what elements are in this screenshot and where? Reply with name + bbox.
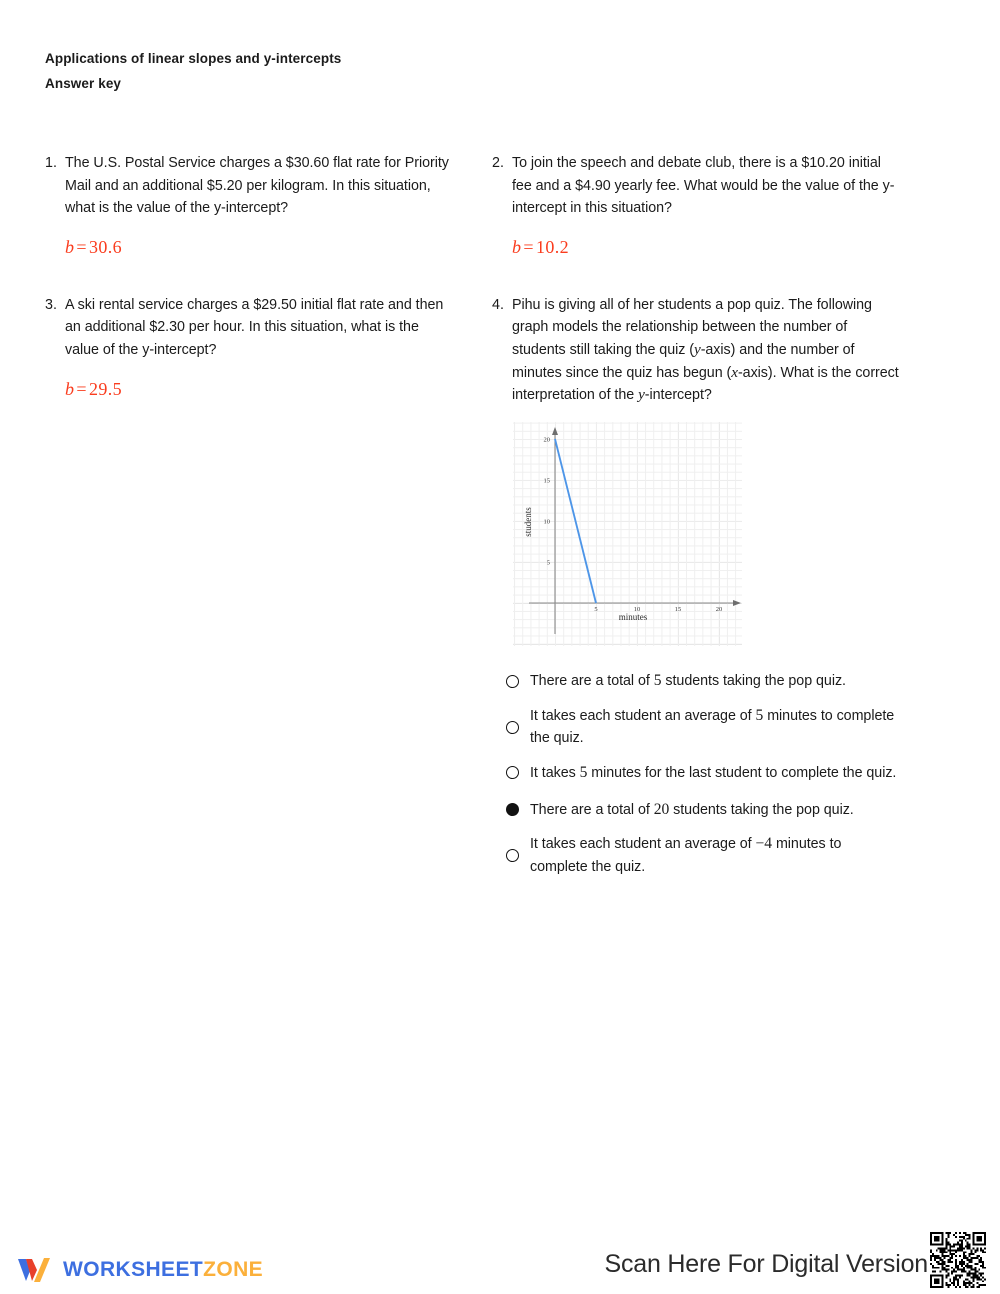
question-4-text-part3: -axis). What is the correct interpretation of the	[512, 364, 899, 404]
graph-plot	[513, 422, 742, 646]
question-4-number: 4.	[492, 296, 504, 313]
answer-variable: b	[65, 378, 75, 399]
x-tick-15: 15	[674, 605, 682, 613]
y-tick-20: 20	[543, 436, 550, 444]
question-3	[45, 294, 455, 400]
option-text-post: minutes for the last student to complete the quiz.	[587, 764, 897, 781]
x-axis-label: minutes	[618, 611, 648, 622]
answer-option-5[interactable]	[506, 833, 902, 878]
answer-option-3[interactable]	[506, 759, 902, 787]
radio-button[interactable]	[506, 675, 519, 688]
radio-button[interactable]	[506, 849, 519, 862]
question-2-answer	[512, 237, 902, 258]
y-axis-label: students	[523, 506, 533, 537]
answer-option-2[interactable]	[506, 705, 902, 750]
question-1-text: The U.S. Postal Service charges a $30.60 flat rate for Priority Mail and an additional $5.20 per kilogram. In this situation, what is the value of the y-intercept?	[65, 155, 449, 217]
x-tick-5: 5	[594, 605, 598, 613]
option-text-post: minutes to complete the quiz.	[530, 707, 895, 747]
option-text-pre: It takes each student an average of	[530, 835, 756, 852]
answer-option-label	[530, 705, 902, 750]
answer-option-label	[530, 833, 902, 878]
answer-value: 29.5	[88, 378, 123, 399]
answer-variable: b	[65, 236, 75, 257]
question-4-text-part4: -intercept?	[644, 387, 712, 404]
question-4-text	[512, 294, 902, 407]
answer-option-1[interactable]	[506, 668, 902, 696]
y-axis-arrow	[552, 427, 558, 435]
option-number: −4	[755, 834, 773, 852]
option-text-pre: There are a total of	[530, 801, 654, 818]
data-series-line	[555, 439, 596, 603]
right-column	[492, 152, 902, 894]
option-text-post: students taking the pop quiz.	[661, 673, 846, 690]
x-tick-20: 20	[715, 605, 723, 613]
radio-button[interactable]	[506, 766, 519, 779]
answer-variable: b	[512, 236, 522, 257]
option-text-pre: It takes each student an average of	[530, 707, 756, 724]
question-3-answer	[65, 379, 455, 400]
question-1-number: 1.	[45, 155, 57, 171]
question-2	[492, 152, 902, 258]
logo-text	[63, 1258, 263, 1282]
answer-value: 10.2	[535, 236, 570, 257]
y-tick-labels	[544, 422, 551, 566]
option-text-pre: It takes	[530, 764, 580, 781]
answer-options	[506, 668, 902, 878]
x-tick-10: 10	[633, 605, 641, 613]
option-text-post: minutes to complete the quiz.	[530, 835, 842, 875]
answer-option-label	[530, 670, 846, 693]
x-axis-variable: x	[731, 363, 738, 381]
y-intercept-variable: y	[638, 386, 645, 404]
y-tick-5: 5	[546, 559, 550, 567]
radio-button[interactable]	[506, 721, 519, 734]
qr-code-icon[interactable]	[930, 1232, 986, 1288]
page-footer	[0, 1224, 1000, 1294]
quiz-graph	[513, 422, 742, 646]
option-number: 20	[653, 800, 670, 818]
x-axis-arrow	[733, 600, 741, 606]
equals-sign: =	[76, 236, 87, 257]
y-tick-15: 15	[543, 477, 550, 485]
answer-option-4[interactable]	[506, 796, 902, 824]
option-number: 5	[579, 763, 588, 781]
answer-option-label	[530, 762, 896, 785]
option-text-pre: There are a total of	[530, 673, 654, 690]
question-3-text: A ski rental service charges a $29.50 initial flat rate and then an additional $2.30 per hour. In this situation, what is the value of the y-intercept?	[65, 296, 444, 358]
question-4-text-part1: Pihu is giving all of her students a pop quiz. The following graph models the relationship between the number of students still taking the quiz (	[512, 296, 872, 358]
radio-button-selected[interactable]	[506, 803, 519, 816]
worksheet-zone-logo[interactable]	[16, 1254, 263, 1286]
equals-sign: =	[523, 236, 534, 257]
y-tick-10: 10	[543, 518, 550, 526]
option-number: 5	[755, 706, 764, 724]
question-2-number: 2.	[492, 155, 504, 171]
question-4	[492, 294, 902, 878]
question-4-text-part2: -axis) and the number of minutes since the quiz has begun (	[512, 341, 855, 381]
question-2-text: To join the speech and debate club, there is a $10.20 initial fee and a $4.90 yearly fee. What would be the value of the y-intercept in this situation?	[512, 155, 895, 217]
logo-mark-icon	[16, 1254, 54, 1286]
question-3-number: 3.	[45, 296, 57, 313]
question-1-answer	[65, 237, 455, 258]
page-title: Applications of linear slopes and y-intercepts	[45, 51, 342, 66]
answer-value: 30.6	[88, 236, 123, 257]
left-column	[45, 152, 455, 416]
x-tick-labels	[594, 606, 742, 613]
equals-sign: =	[76, 378, 87, 399]
answer-option-label	[530, 799, 854, 822]
scan-instruction-text: Scan Here For Digital Version	[604, 1250, 928, 1278]
y-axis-variable: y	[693, 340, 701, 358]
document-header	[45, 46, 341, 96]
option-text-post: students taking the pop quiz.	[669, 801, 854, 818]
question-1	[45, 152, 455, 258]
option-number: 5	[653, 672, 662, 690]
page-subtitle: Answer key	[45, 76, 122, 91]
logo-word-worksheet: WORKSHEET	[63, 1258, 204, 1281]
logo-word-zone: ZONE	[203, 1258, 264, 1281]
